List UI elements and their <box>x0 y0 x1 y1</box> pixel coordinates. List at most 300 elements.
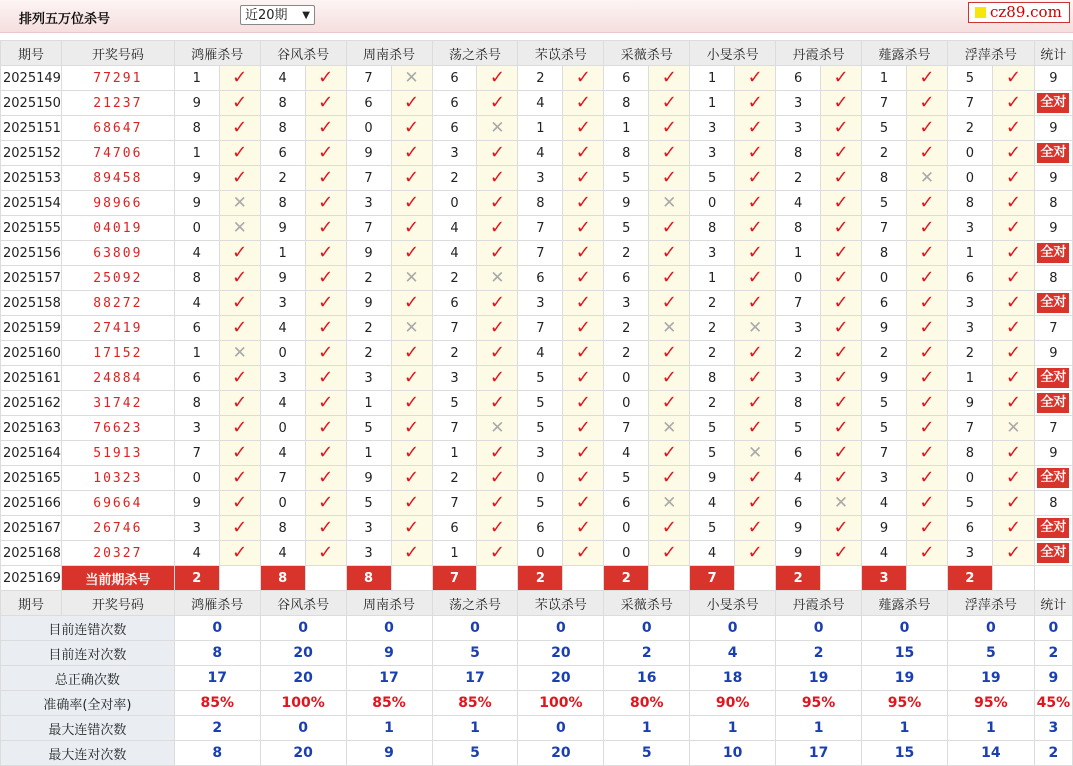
kill-number-cell: 7 <box>518 216 563 241</box>
result-cell <box>219 66 260 91</box>
summary-value: 0 <box>518 616 604 641</box>
check-icon: ✓ <box>403 392 420 413</box>
summary-label: 目前连错次数 <box>1 616 175 641</box>
check-icon: ✓ <box>747 142 763 163</box>
all-correct-badge: 全对 <box>1037 293 1069 313</box>
result-cell <box>992 416 1034 441</box>
summary-stats-value: 9 <box>1034 666 1072 691</box>
summary-value: 80% <box>604 691 690 716</box>
result-cell <box>563 66 604 91</box>
kill-number-cell: 1 <box>174 141 219 166</box>
issue-cell: 2025168 <box>1 541 62 566</box>
summary-value: 0 <box>432 616 518 641</box>
result-cell <box>477 266 518 291</box>
kill-number-cell: 1 <box>947 241 992 266</box>
result-cell <box>477 391 518 416</box>
summary-value: 1 <box>346 716 432 741</box>
check-icon: ✓ <box>318 492 334 513</box>
result-cell <box>391 141 432 166</box>
check-icon: ✓ <box>919 417 935 438</box>
check-icon: ✓ <box>575 192 591 213</box>
result-cell <box>906 266 947 291</box>
check-icon: ✓ <box>661 242 677 263</box>
kill-number-cell: 6 <box>947 516 992 541</box>
check-icon: ✓ <box>318 242 334 263</box>
issue-cell: 2025150 <box>1 91 62 116</box>
current-empty-cell <box>563 566 604 591</box>
result-cell <box>735 216 776 241</box>
check-icon: ✓ <box>1005 292 1021 313</box>
summary-value: 17 <box>346 666 432 691</box>
result-cell <box>906 66 947 91</box>
check-icon: ✓ <box>919 142 935 163</box>
site-logo[interactable] <box>968 2 1070 23</box>
check-icon: ✓ <box>575 167 591 188</box>
summary-value: 14 <box>947 741 1034 766</box>
current-issue-row <box>1 566 1073 591</box>
kill-number-cell: 4 <box>862 541 907 566</box>
kill-number-cell: 4 <box>776 466 821 491</box>
draw-number-cell: 74706 <box>61 141 174 166</box>
summary-label: 总正确次数 <box>1 666 175 691</box>
result-cell <box>649 391 690 416</box>
summary-value: 15 <box>862 641 948 666</box>
result-cell <box>821 316 862 341</box>
result-cell <box>735 141 776 166</box>
result-cell <box>219 541 260 566</box>
check-icon: ✓ <box>919 217 935 238</box>
summary-value: 0 <box>260 716 346 741</box>
summary-stats-value: 2 <box>1034 641 1072 666</box>
kill-number-cell: 9 <box>862 516 907 541</box>
table-row <box>1 91 1073 116</box>
check-icon: ✓ <box>318 392 334 413</box>
summary-value: 0 <box>776 616 862 641</box>
header-expert: 小旻杀号 <box>690 591 776 616</box>
kill-number-cell: 8 <box>690 216 735 241</box>
kill-number-cell: 8 <box>776 391 821 416</box>
kill-number-cell: 3 <box>432 366 477 391</box>
check-icon: ✓ <box>489 467 505 488</box>
check-icon: ✓ <box>919 117 935 138</box>
kill-number-cell: 0 <box>776 266 821 291</box>
result-cell <box>821 516 862 541</box>
kill-number-cell: 4 <box>518 91 563 116</box>
check-icon: ✓ <box>919 267 935 288</box>
result-cell <box>477 191 518 216</box>
kill-number-cell: 4 <box>174 291 219 316</box>
kill-number-cell: 7 <box>432 491 477 516</box>
cross-icon: ✕ <box>662 418 677 438</box>
result-cell <box>563 191 604 216</box>
result-cell <box>219 441 260 466</box>
cross-icon: ✕ <box>404 68 419 88</box>
result-cell <box>563 541 604 566</box>
result-cell <box>821 241 862 266</box>
kill-number-cell: 5 <box>518 491 563 516</box>
kill-number-cell: 2 <box>346 316 391 341</box>
check-icon: ✓ <box>318 192 334 213</box>
issue-cell: 2025153 <box>1 166 62 191</box>
result-cell <box>219 341 260 366</box>
current-kill-label: 当前期杀号 <box>61 566 174 591</box>
kill-number-cell: 6 <box>776 66 821 91</box>
table-row <box>1 266 1073 291</box>
header-expert: 芣苡杀号 <box>518 41 604 66</box>
check-icon: ✓ <box>747 117 763 138</box>
issue-cell: 2025158 <box>1 291 62 316</box>
check-icon: ✓ <box>833 442 849 463</box>
kill-number-cell: 5 <box>690 441 735 466</box>
result-cell <box>735 466 776 491</box>
summary-value: 20 <box>518 641 604 666</box>
kill-number-cell: 4 <box>260 66 305 91</box>
table-row <box>1 416 1073 441</box>
stats-cell <box>1034 191 1072 216</box>
kill-number-cell: 2 <box>432 466 477 491</box>
header-expert: 丹霞杀号 <box>776 41 862 66</box>
current-kill-number: 7 <box>432 566 477 591</box>
result-cell <box>305 391 346 416</box>
summary-value: 20 <box>518 741 604 766</box>
result-cell <box>906 316 947 341</box>
check-icon: ✓ <box>489 292 505 313</box>
kill-number-cell: 7 <box>518 316 563 341</box>
summary-value: 19 <box>947 666 1034 691</box>
check-icon: ✓ <box>575 217 591 238</box>
result-cell <box>821 166 862 191</box>
result-cell <box>906 91 947 116</box>
kill-number-cell: 7 <box>260 466 305 491</box>
check-icon: ✓ <box>1005 217 1021 238</box>
check-icon: ✓ <box>661 117 677 138</box>
kill-number-cell: 3 <box>947 216 992 241</box>
result-cell <box>906 466 947 491</box>
result-cell <box>992 541 1034 566</box>
summary-value: 0 <box>862 616 948 641</box>
stats-cell <box>1034 166 1072 191</box>
kill-number-cell: 4 <box>260 441 305 466</box>
check-icon: ✓ <box>747 542 763 563</box>
result-cell <box>305 416 346 441</box>
summary-value: 0 <box>518 716 604 741</box>
result-cell <box>219 91 260 116</box>
kill-number-cell: 9 <box>346 141 391 166</box>
table-header-row <box>1 41 1073 66</box>
kill-number-cell: 3 <box>518 166 563 191</box>
issue-cell: 2025152 <box>1 141 62 166</box>
check-icon: ✓ <box>575 517 591 538</box>
check-icon: ✓ <box>919 392 935 413</box>
kill-number-cell: 2 <box>260 166 305 191</box>
result-cell <box>992 516 1034 541</box>
kill-number-cell: 0 <box>604 391 649 416</box>
result-cell <box>821 66 862 91</box>
result-cell <box>735 66 776 91</box>
result-cell <box>477 116 518 141</box>
check-icon: ✓ <box>403 367 420 388</box>
summary-value: 17 <box>174 666 260 691</box>
check-icon: ✓ <box>747 392 763 413</box>
result-cell <box>477 541 518 566</box>
kill-number-cell: 0 <box>947 466 992 491</box>
result-cell <box>305 66 346 91</box>
result-cell <box>219 291 260 316</box>
current-stats-cell <box>1034 566 1072 591</box>
summary-stats-value: 0 <box>1034 616 1072 641</box>
result-cell <box>391 416 432 441</box>
draw-number-cell: 69664 <box>61 491 174 516</box>
check-icon: ✓ <box>747 342 763 363</box>
kill-number-cell: 7 <box>947 416 992 441</box>
result-cell <box>219 316 260 341</box>
summary-value: 2 <box>174 716 260 741</box>
summary-row <box>1 641 1073 666</box>
header-expert: 小旻杀号 <box>690 41 776 66</box>
current-empty-cell <box>649 566 690 591</box>
result-cell <box>219 266 260 291</box>
kill-number-cell: 7 <box>346 216 391 241</box>
check-icon: ✓ <box>747 467 763 488</box>
check-icon: ✓ <box>318 67 334 88</box>
kill-number-cell: 1 <box>346 391 391 416</box>
check-icon: ✓ <box>403 217 420 238</box>
check-icon: ✓ <box>232 167 248 188</box>
check-icon: ✓ <box>489 342 505 363</box>
current-issue-cell: 2025169 <box>1 566 62 591</box>
issue-cell: 2025167 <box>1 516 62 541</box>
result-cell <box>391 516 432 541</box>
check-icon: ✓ <box>232 492 248 513</box>
issue-cell: 2025162 <box>1 391 62 416</box>
check-icon: ✓ <box>318 267 334 288</box>
header-draw-number: 开奖号码 <box>61 41 174 66</box>
kill-number-cell: 6 <box>260 141 305 166</box>
check-icon: ✓ <box>232 417 248 438</box>
kill-number-cell: 5 <box>690 166 735 191</box>
kill-number-cell: 0 <box>947 141 992 166</box>
check-icon: ✓ <box>833 317 849 338</box>
check-icon: ✓ <box>747 367 763 388</box>
kill-number-cell: 9 <box>260 216 305 241</box>
result-cell <box>992 341 1034 366</box>
summary-label: 最大连错次数 <box>1 716 175 741</box>
kill-number-cell: 8 <box>174 391 219 416</box>
check-icon: ✓ <box>403 492 420 513</box>
check-icon: ✓ <box>1005 542 1021 563</box>
result-cell <box>305 191 346 216</box>
check-icon: ✓ <box>318 117 334 138</box>
header-expert: 采薇杀号 <box>604 591 690 616</box>
kill-number-cell: 3 <box>346 516 391 541</box>
result-cell <box>821 116 862 141</box>
check-icon: ✓ <box>833 417 849 438</box>
check-icon: ✓ <box>318 317 334 338</box>
result-cell <box>735 116 776 141</box>
result-cell <box>305 516 346 541</box>
all-correct-badge: 全对 <box>1037 393 1069 413</box>
current-kill-number: 2 <box>174 566 219 591</box>
kill-number-cell: 6 <box>432 116 477 141</box>
kill-number-cell: 2 <box>690 391 735 416</box>
result-cell <box>649 241 690 266</box>
period-select[interactable] <box>240 5 315 25</box>
summary-value: 95% <box>947 691 1034 716</box>
result-cell <box>735 341 776 366</box>
check-icon: ✓ <box>661 67 677 88</box>
kill-number-cell: 3 <box>346 541 391 566</box>
header-expert: 浮萍杀号 <box>947 591 1034 616</box>
result-cell <box>649 91 690 116</box>
result-cell <box>821 441 862 466</box>
cross-icon: ✕ <box>404 318 419 338</box>
current-empty-cell <box>735 566 776 591</box>
kill-number-cell: 3 <box>604 291 649 316</box>
result-cell <box>821 416 862 441</box>
kill-number-cell: 5 <box>776 416 821 441</box>
kill-number-cell: 3 <box>947 316 992 341</box>
summary-value: 20 <box>260 641 346 666</box>
result-cell <box>391 316 432 341</box>
check-icon: ✓ <box>403 92 420 113</box>
table-row <box>1 516 1073 541</box>
result-cell <box>906 241 947 266</box>
result-cell <box>477 516 518 541</box>
check-icon: ✓ <box>1005 242 1021 263</box>
summary-value: 90% <box>690 691 776 716</box>
kill-number-cell: 4 <box>432 241 477 266</box>
check-icon: ✓ <box>403 542 420 563</box>
kill-number-cell: 9 <box>346 291 391 316</box>
result-cell <box>992 391 1034 416</box>
result-cell <box>735 91 776 116</box>
check-icon: ✓ <box>575 392 591 413</box>
result-cell <box>821 141 862 166</box>
draw-number-cell: 27419 <box>61 316 174 341</box>
result-cell <box>906 366 947 391</box>
summary-value: 17 <box>776 741 862 766</box>
logo-text: cz89.com <box>990 3 1062 21</box>
check-icon: ✓ <box>661 542 677 563</box>
check-icon: ✓ <box>833 92 849 113</box>
check-icon: ✓ <box>1005 267 1021 288</box>
summary-value: 5 <box>947 641 1034 666</box>
check-icon: ✓ <box>489 367 505 388</box>
draw-number-cell: 89458 <box>61 166 174 191</box>
check-icon: ✓ <box>489 242 505 263</box>
table-row <box>1 116 1073 141</box>
top-bar <box>0 0 1073 33</box>
check-icon: ✓ <box>833 467 849 488</box>
check-icon: ✓ <box>1005 167 1021 188</box>
kill-number-cell: 3 <box>947 291 992 316</box>
result-cell <box>992 316 1034 341</box>
kill-number-cell: 8 <box>947 191 992 216</box>
check-icon: ✓ <box>1005 342 1021 363</box>
result-cell <box>219 416 260 441</box>
table-row <box>1 291 1073 316</box>
kill-number-cell: 0 <box>604 541 649 566</box>
kill-number-cell: 3 <box>518 441 563 466</box>
check-icon: ✓ <box>403 242 420 263</box>
kill-number-cell: 3 <box>260 366 305 391</box>
result-cell <box>906 191 947 216</box>
period-select-value: 近20期 <box>245 8 288 23</box>
result-cell <box>563 291 604 316</box>
check-icon: ✓ <box>1005 92 1021 113</box>
result-cell <box>992 66 1034 91</box>
all-correct-badge: 全对 <box>1037 468 1069 488</box>
kill-number-cell: 9 <box>862 316 907 341</box>
issue-cell: 2025165 <box>1 466 62 491</box>
result-cell <box>992 491 1034 516</box>
check-icon: ✓ <box>489 67 505 88</box>
result-cell <box>735 541 776 566</box>
kill-number-cell: 8 <box>174 266 219 291</box>
header-stats: 统计 <box>1034 591 1072 616</box>
summary-value: 10 <box>690 741 776 766</box>
check-icon: ✓ <box>919 517 935 538</box>
check-icon: ✓ <box>318 467 334 488</box>
stats-cell <box>1034 441 1072 466</box>
header-issue: 期号 <box>1 591 62 616</box>
issue-cell: 2025155 <box>1 216 62 241</box>
kill-number-cell: 5 <box>690 516 735 541</box>
kill-number-cell: 7 <box>346 66 391 91</box>
check-icon: ✓ <box>747 192 763 213</box>
result-cell <box>563 391 604 416</box>
result-cell <box>219 466 260 491</box>
check-icon: ✓ <box>833 67 849 88</box>
kill-number-cell: 8 <box>947 441 992 466</box>
stats-cell <box>1034 316 1072 341</box>
stats-cell <box>1034 241 1072 266</box>
result-cell <box>735 441 776 466</box>
kill-number-cell: 0 <box>604 366 649 391</box>
result-cell <box>992 291 1034 316</box>
kill-number-cell: 1 <box>690 91 735 116</box>
kill-number-cell: 5 <box>346 491 391 516</box>
result-cell <box>391 116 432 141</box>
check-icon: ✓ <box>747 92 763 113</box>
current-empty-cell <box>992 566 1034 591</box>
kill-number-cell: 2 <box>432 341 477 366</box>
header-expert: 鸿雁杀号 <box>174 591 260 616</box>
kill-number-cell: 6 <box>604 266 649 291</box>
check-icon: ✓ <box>661 367 677 388</box>
check-icon: ✓ <box>575 417 591 438</box>
result-cell <box>477 491 518 516</box>
check-icon: ✓ <box>318 217 334 238</box>
kill-number-cell: 5 <box>862 391 907 416</box>
result-cell <box>391 216 432 241</box>
kill-number-cell: 8 <box>174 116 219 141</box>
kill-number-cell: 0 <box>518 541 563 566</box>
header-stats: 统计 <box>1034 41 1072 66</box>
result-cell <box>563 316 604 341</box>
check-icon: ✓ <box>747 242 763 263</box>
cross-icon: ✕ <box>662 318 677 338</box>
result-cell <box>391 491 432 516</box>
kill-number-cell: 1 <box>346 441 391 466</box>
result-cell <box>821 391 862 416</box>
kill-number-cell: 3 <box>776 316 821 341</box>
kill-number-cell: 3 <box>690 116 735 141</box>
summary-value: 1 <box>690 716 776 741</box>
cross-icon: ✕ <box>490 418 505 438</box>
result-cell <box>219 191 260 216</box>
kill-number-cell: 9 <box>346 466 391 491</box>
